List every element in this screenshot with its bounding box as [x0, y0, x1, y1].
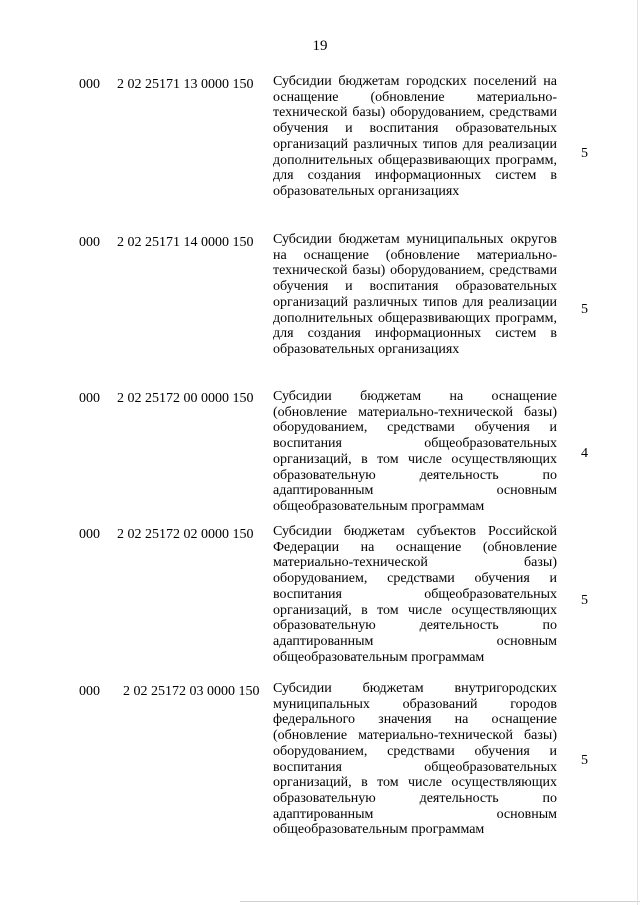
revenue-name: Субсидии бюджетам внутригородских муниципальных образований городов федерального значения на оснащение (обновление материально-технической базы) оборудованием, средствами обучения и воспитания общеобразовательных организаций, в том числе осуществляющих образовательную деятельность по адаптированным основным общеобразовательным программам	[273, 681, 557, 838]
page-number: 19	[312, 38, 328, 54]
amount: 5	[581, 593, 588, 608]
budget-classification-code: 2 02 25172 03 0000 150	[123, 684, 260, 699]
admin-code: 000	[79, 684, 100, 699]
amount: 5	[581, 146, 588, 161]
admin-code: 000	[79, 391, 100, 406]
admin-code: 000	[79, 235, 100, 250]
budget-classification-code: 2 02 25171 14 0000 150	[117, 235, 254, 250]
revenue-name: Субсидии бюджетам на оснащение (обновление материально-технической базы) оборудованием, средствами обучения и воспитания общеобразовательных организаций, в том числе осуществляющих образовательную деятельность по адаптированным основным общеобразовательным программам	[273, 389, 557, 514]
admin-code: 000	[79, 77, 100, 92]
revenue-name: Субсидии бюджетам муниципальных округов на оснащение (обновление материально-технической базы) оборудованием, средствами обучения и воспитания образовательных организаций различных типов для реализации дополнительных общеразвивающих программ, для создания информационных систем в образовательных организациях	[273, 232, 557, 357]
budget-classification-code: 2 02 25172 02 0000 150	[117, 527, 254, 542]
budget-classification-code: 2 02 25171 13 0000 150	[117, 77, 254, 92]
scan-edge-right	[637, 0, 638, 905]
amount: 5	[581, 302, 588, 317]
amount: 4	[581, 446, 588, 461]
admin-code: 000	[79, 527, 100, 542]
revenue-name: Субсидии бюджетам субъектов Российской Федерации на оснащение (обновление материально-технической базы) оборудованием, средствами обучения и воспитания общеобразовательных организаций, в том числе осуществляющих образовательную деятельность по адаптированным основным общеобразовательным программам	[273, 524, 557, 665]
revenue-name: Субсидии бюджетам городских поселений на оснащение (обновление материально-технической базы) оборудованием, средствами обучения и воспитания образовательных организаций различных типов для реализации дополнительных общеразвивающих программ, для создания информационных систем в образовательных организациях	[273, 74, 557, 199]
amount: 5	[581, 753, 588, 768]
scan-edge-bottom	[240, 901, 640, 902]
budget-classification-code: 2 02 25172 00 0000 150	[117, 391, 254, 406]
